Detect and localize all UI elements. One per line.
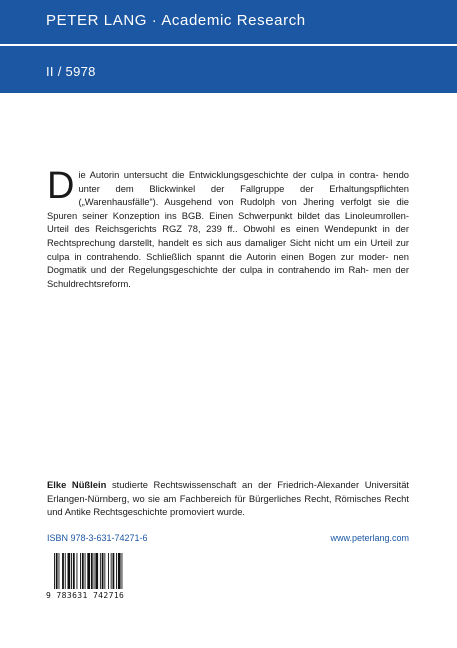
abstract-line: Urteil des Reichsgerichts RGZ 78, 239 ff.. Obwohl es einen Wendepunkt in der [47, 223, 409, 235]
barcode-bars [46, 553, 148, 591]
barcode-bar [56, 553, 58, 589]
barcode-bar [62, 553, 64, 589]
barcode-bar [111, 553, 112, 589]
barcode-bar [116, 553, 117, 589]
barcode-bar [80, 553, 81, 589]
abstract-line: zur culpa in contrahendo. Schließlich spannt die Autorin einen Bogen zur moder- [47, 236, 409, 262]
barcode-bar [85, 553, 86, 589]
barcode-bar [65, 553, 66, 589]
barcode-bar [94, 553, 95, 589]
barcode-digits: 9 783631 742716 [46, 591, 125, 600]
barcode-bar [113, 553, 115, 589]
series-number: II / 5978 [46, 64, 96, 79]
barcode-bar [71, 553, 72, 589]
barcode-bar [59, 553, 60, 589]
author-name: Elke Nüßlein [47, 479, 107, 490]
author-bio [47, 478, 409, 519]
isbn-number: ISBN 978-3-631-74271-6 [47, 533, 148, 543]
barcode-bar [100, 553, 101, 589]
publisher-header [0, 0, 457, 93]
barcode-bar [102, 553, 104, 589]
publisher-url[interactable]: www.peterlang.com [330, 533, 409, 543]
barcode-bar [82, 553, 84, 589]
abstract-line: ie Autorin untersucht die Entwicklungsgeschichte der culpa in contra- [78, 169, 379, 180]
isbn-url-line [47, 533, 409, 547]
publisher-brand: PETER LANG · Academic Research [46, 12, 306, 29]
drop-cap: D [47, 165, 75, 207]
barcode-bar [91, 553, 93, 589]
barcode-bar [54, 553, 55, 589]
abstract-line: („Warenhausfälle“). Ausgehend von Rudolph von Jhering verfolgt sie die [78, 196, 409, 208]
barcode-bar [104, 553, 105, 589]
abstract-line: Spuren seiner Konzeption ins BGB. Einen Schwerpunkt bildet das Linoleumrollen- [47, 209, 409, 221]
barcode-bar [68, 553, 71, 589]
abstract-line: nen Dogmatik und der Regelungsgeschichte der culpa in contrahendo im Rah- [47, 250, 409, 276]
barcode-bar [95, 553, 98, 589]
abstract-line: men der Schuldrechtsreform. [47, 264, 409, 289]
barcode-bar [73, 553, 75, 589]
barcode-bar [77, 553, 78, 589]
header-rule [0, 44, 457, 46]
author-bio-text: studierte Rechtswissenschaft an der Friedrich-Alexander Universität Erlangen-Nürnberg, wo sie am Fachbereich für Bürgerliches Recht, Römisches Recht und Antike Rechtsgeschichte promoviert wurde. [47, 479, 410, 518]
barcode-bar [118, 553, 121, 589]
barcode-bar [122, 553, 123, 589]
barcode-bar [87, 553, 90, 589]
abstract-line: Rechtsprechung darstellt, handelt es sich aus damaliger Sicht nicht um ein Urteil [47, 236, 396, 248]
barcode-bar [108, 553, 109, 589]
isbn-barcode [46, 553, 148, 601]
abstract-line: hendo unter dem Blickwinkel der Fallgruppe der Erhaltungspflichten [78, 169, 410, 194]
book-abstract [47, 165, 410, 290]
